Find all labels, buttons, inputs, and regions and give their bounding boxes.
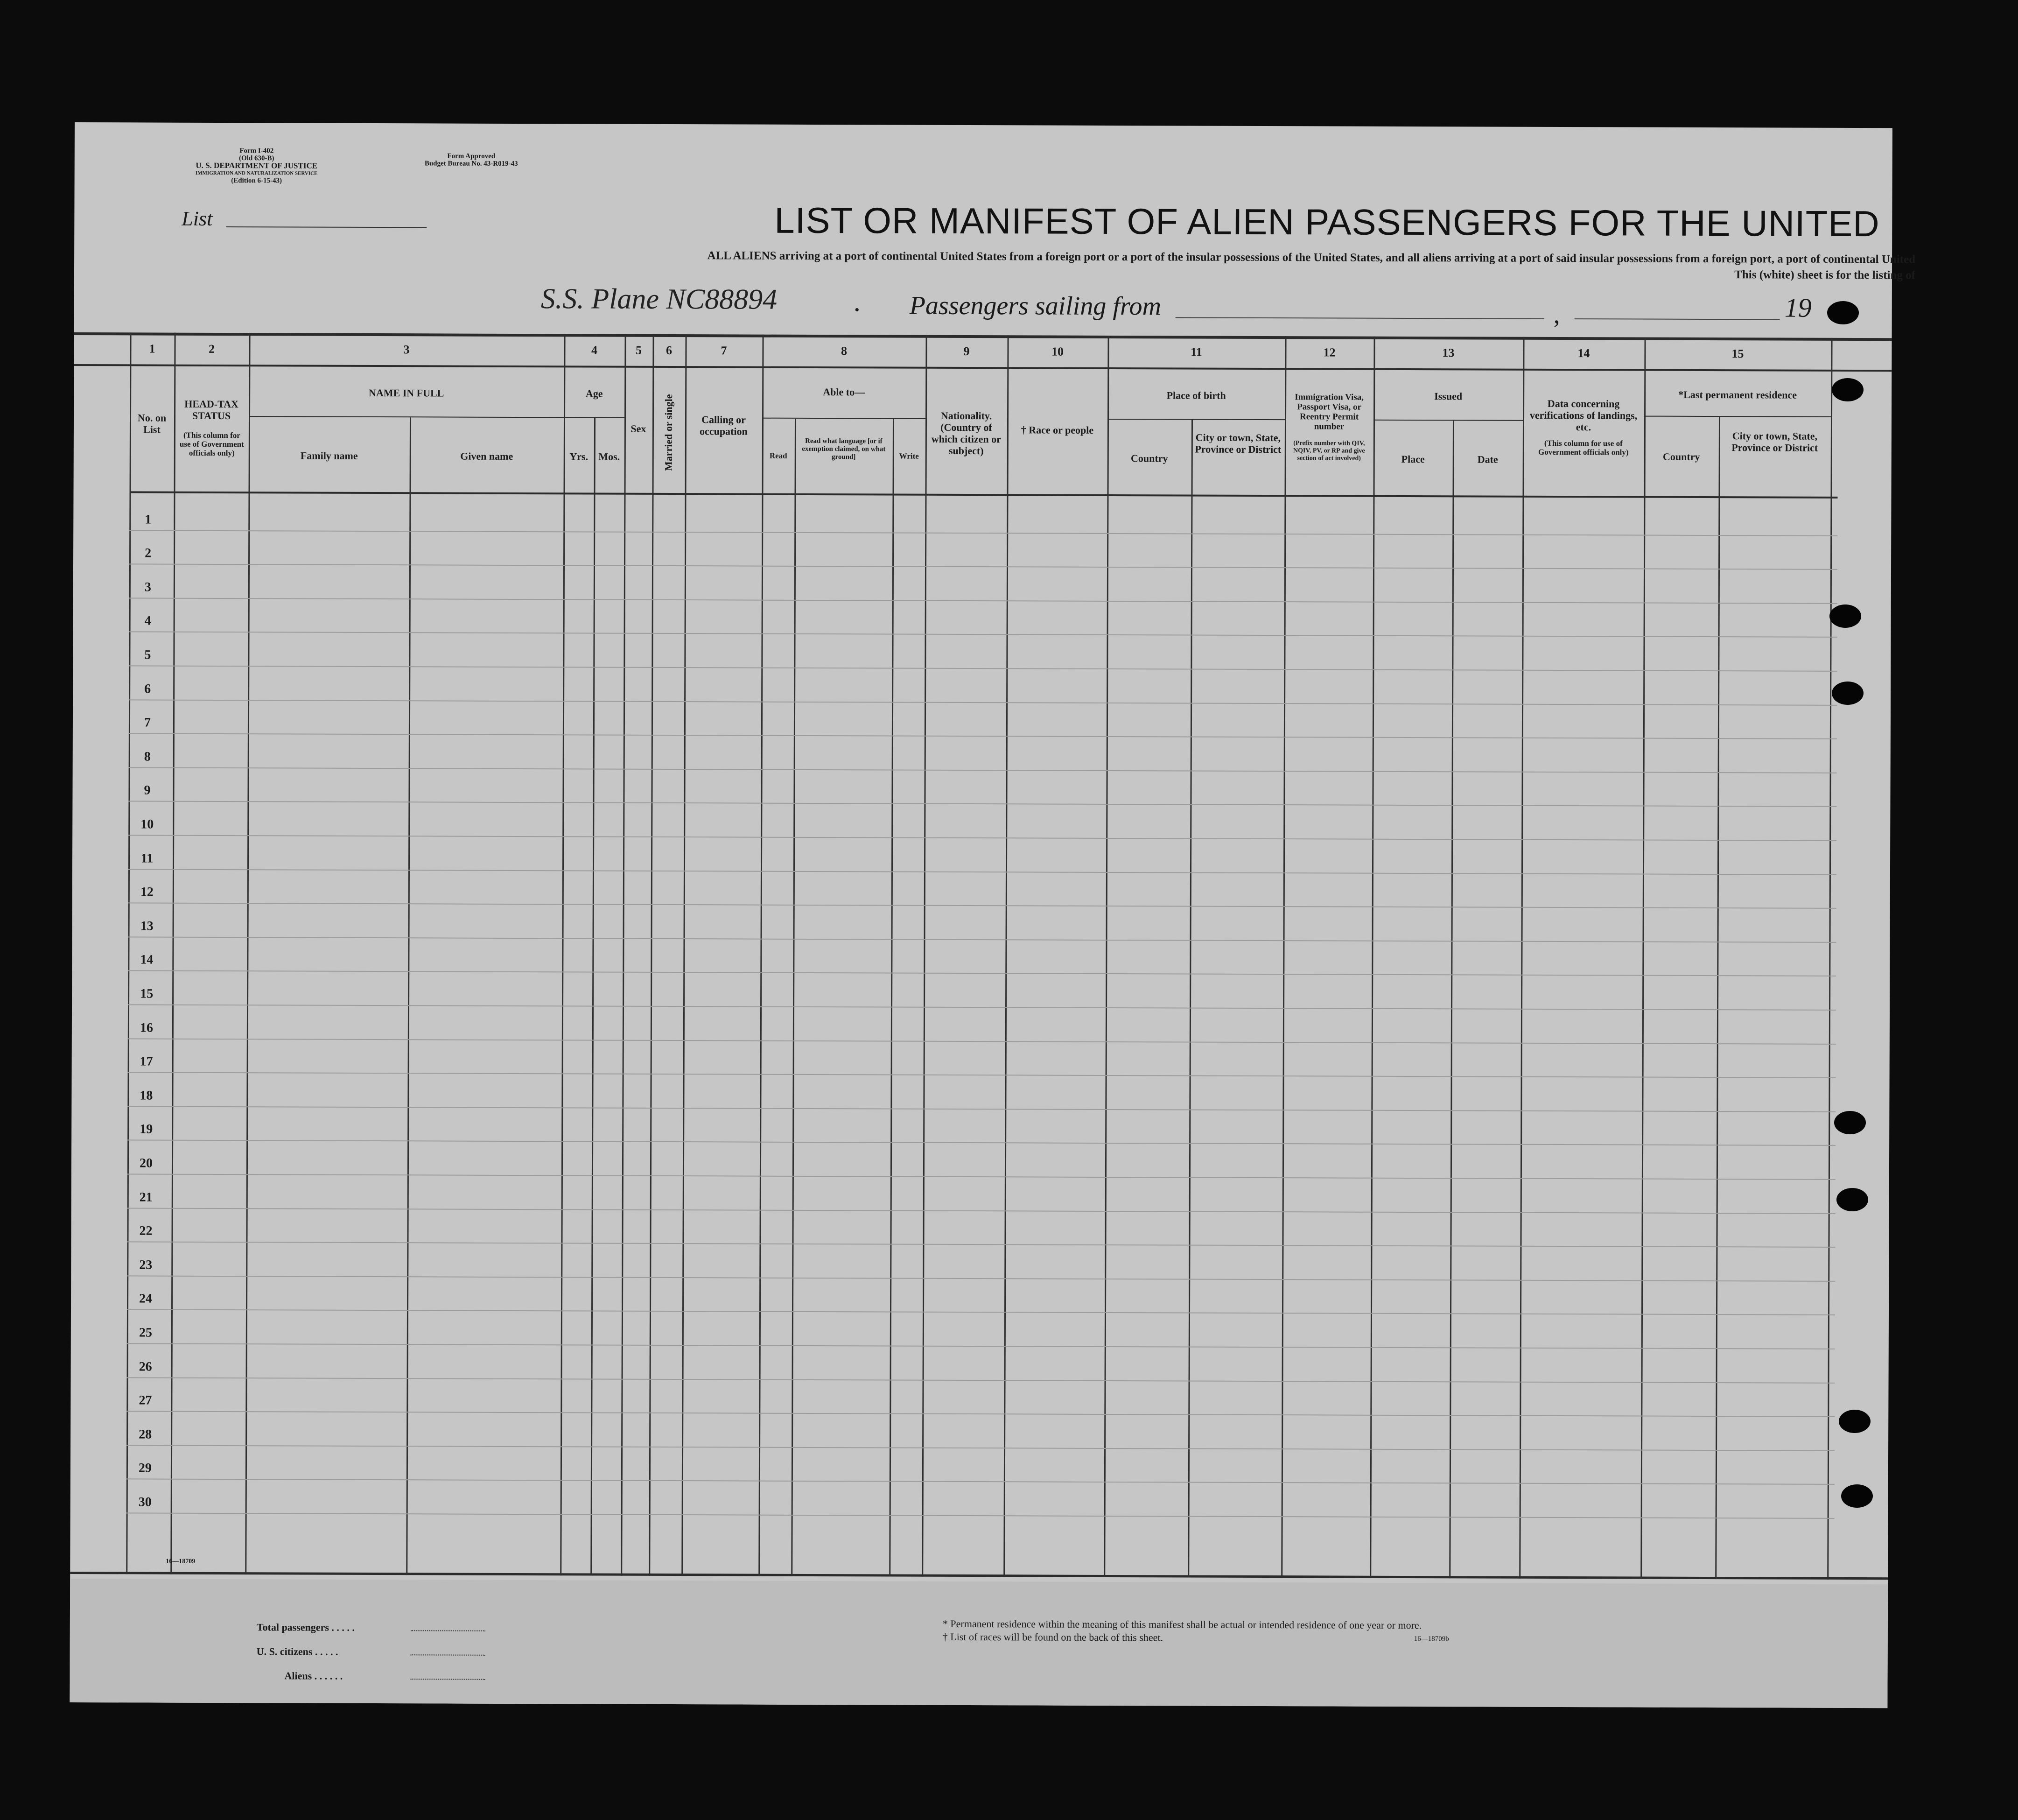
row-number: 13 [140, 919, 154, 934]
row-number: 3 [144, 580, 151, 595]
row-number: 6 [144, 682, 151, 696]
header-nationality: Nationality. (Country of which citizen or subject) [931, 409, 1001, 457]
row-number: 18 [140, 1088, 153, 1103]
footer-aliens-label: Aliens . . . . . . [284, 1670, 343, 1682]
vline-yrs [590, 418, 596, 1575]
row-number: 7 [144, 715, 151, 730]
row-number: 4 [144, 613, 151, 628]
col-num-11: 11 [1191, 345, 1202, 359]
table-row [128, 970, 1836, 976]
vline-c13 [1519, 337, 1524, 1579]
vline-c9 [1003, 335, 1009, 1577]
header-bottom-rule [130, 491, 1838, 498]
header-landings-note: (This column for use of Government officials only) [1538, 438, 1629, 457]
header-head-tax-note: (This column for use of Government officials only) [179, 430, 244, 458]
table-row [128, 902, 1836, 908]
footer-total-text: Total passengers [256, 1621, 329, 1633]
form-approved: Form Approved [447, 152, 496, 160]
vline-c6 [681, 334, 687, 1576]
footer-aliens-text: Aliens [284, 1670, 312, 1682]
punch-hole [1841, 1484, 1873, 1508]
vline-c4 [621, 334, 626, 1576]
table-row [128, 1038, 1836, 1044]
col-num-7: 7 [721, 344, 727, 358]
department: U. S. DEPARTMENT OF JUSTICE [196, 161, 318, 170]
footer-note-residence: * Permanent residence within the meaning of this manifest shall be actual or intended residence of one year or more. [942, 1617, 1422, 1631]
table-row [128, 835, 1836, 841]
punch-hole [1836, 1188, 1868, 1211]
row-number: 5 [144, 647, 151, 662]
table-row [129, 699, 1837, 705]
header-visa-note: (Prefix number with QIV, NQIV, PV, or RP and give section of act involved) [1293, 440, 1365, 462]
header-race: † Race or people [1021, 424, 1094, 436]
col-num-14: 14 [1577, 346, 1590, 360]
table-row [129, 631, 1837, 637]
vline-issued-place [1449, 421, 1454, 1578]
header-res-country: Country [1662, 450, 1700, 463]
row-number: 25 [139, 1325, 152, 1340]
table-row [129, 563, 1837, 569]
table-row [129, 665, 1837, 671]
footer-total-label: Total passengers . . . . . [256, 1621, 355, 1633]
vessel-period: . [853, 286, 861, 317]
header-sex: Sex [631, 422, 646, 435]
header-head-tax: HEAD-TAX STATUS [184, 398, 239, 422]
header-res-city: City or town, State, Province or District [1731, 430, 1818, 454]
col-num-13: 13 [1442, 346, 1455, 360]
punch-hole [1834, 1111, 1866, 1134]
year-prefix: 19 [1784, 292, 1812, 323]
form-number: Form I-402 [239, 147, 274, 155]
row-number: 16 [140, 1020, 153, 1035]
row-number: 17 [140, 1054, 153, 1069]
col-num-6: 6 [666, 343, 673, 358]
header-birth-country: Country [1130, 452, 1168, 464]
residence-subrule [1644, 416, 1831, 417]
header-issued: Issued [1434, 390, 1463, 402]
form-header-block [168, 147, 345, 185]
sailing-from-label: Passengers sailing from [909, 291, 1162, 321]
colnum-rule [74, 364, 1892, 372]
form-old-number: (Old 630-B) [239, 155, 274, 162]
table-row [129, 733, 1837, 739]
age-subrule [564, 417, 624, 418]
col-num-2: 2 [208, 342, 215, 356]
vessel-handwritten: S.S. Plane NC88894 [540, 283, 778, 316]
row-number: 11 [140, 851, 154, 866]
table-row [129, 767, 1837, 773]
table-row [127, 1208, 1836, 1214]
table-row [126, 1512, 1835, 1518]
col-num-5: 5 [635, 343, 642, 357]
table-row [128, 1072, 1836, 1078]
footer-code: 16—18709b [1414, 1635, 1449, 1643]
col-num-15: 15 [1731, 347, 1744, 361]
table-row [129, 530, 1837, 536]
approval-block [392, 152, 551, 168]
row-number: 9 [144, 783, 151, 798]
vline-readlang [889, 419, 894, 1577]
date-comma: , [1553, 300, 1560, 330]
table-row [128, 801, 1836, 807]
header-visa: Immigration Visa, Passport Visa, or Reentry Permit number [1295, 392, 1364, 432]
table-bottom-rule [70, 1572, 1888, 1580]
edition: (Edition 6-15-43) [231, 177, 282, 185]
header-issued-place: Place [1401, 453, 1425, 465]
row-number: 8 [144, 749, 151, 764]
table-row [127, 1241, 1835, 1247]
row-number: 19 [140, 1122, 153, 1137]
row-number: 21 [139, 1190, 153, 1205]
table-row [127, 1377, 1835, 1383]
table-row [129, 597, 1837, 604]
row-number: 22 [139, 1223, 153, 1238]
top-rule [74, 332, 1892, 341]
header-name-in-full: NAME IN FULL [368, 386, 444, 399]
vline-c1 [170, 333, 175, 1574]
vline-c3 [560, 334, 565, 1575]
manifest-sheet [70, 122, 1916, 1708]
sailing-port-line [1176, 317, 1544, 319]
header-calling: Calling or occupation [700, 414, 748, 437]
punch-hole [1839, 1410, 1871, 1433]
budget-number: Budget Bureau No. 43-R019-43 [424, 160, 518, 168]
header-write: Write [899, 451, 919, 461]
table-row [127, 1106, 1836, 1112]
row-number: 10 [140, 817, 154, 832]
row-number: 26 [139, 1359, 152, 1374]
col-num-1: 1 [149, 342, 155, 356]
col-num-4: 4 [591, 343, 598, 357]
sailing-date-line [1575, 318, 1780, 320]
header-birth-city: City or town, State, Province or District [1195, 431, 1282, 456]
header-age: Age [585, 387, 603, 400]
punch-hole [1832, 378, 1864, 401]
table-row [126, 1445, 1835, 1451]
vline-c15 [1827, 338, 1832, 1580]
row-number: 30 [138, 1495, 152, 1510]
manifest-title: LIST OR MANIFEST OF ALIEN PASSENGERS FOR THE UNITED [774, 199, 1880, 245]
name-subrule [249, 416, 564, 418]
vline-birth-country [1188, 420, 1193, 1578]
vline-c8 [922, 335, 927, 1577]
vline-c14 [1640, 337, 1646, 1579]
table-row [126, 1411, 1835, 1417]
header-mos: Mos. [598, 450, 620, 463]
header-last-residence: *Last permanent residence [1678, 388, 1797, 401]
header-given-name: Given name [460, 450, 513, 462]
punch-hole [1832, 682, 1864, 705]
col-num-3: 3 [403, 343, 410, 357]
table-row [127, 1174, 1836, 1180]
able-subrule [762, 418, 925, 419]
vline-c10 [1104, 336, 1109, 1577]
row-number: 14 [140, 952, 154, 967]
col-num-9: 9 [963, 344, 970, 358]
table-row [128, 936, 1836, 942]
footer-citizens-label: U. S. citizens . . . . . [256, 1645, 338, 1658]
row-number: 12 [140, 885, 154, 899]
table-row [127, 1139, 1836, 1145]
subtitle-line-1: ALL ALIENS arriving at a port of continental United States from a foreign port or a port of the insular possessions of the United States, and all aliens arriving at a port of said insular possessions from a foreign port, a port of continental United [707, 249, 1916, 266]
table-row [127, 1275, 1835, 1281]
footer-area [70, 1579, 1888, 1708]
col-num-12: 12 [1323, 345, 1336, 359]
footer-citizens-text: U. S. citizens [256, 1645, 313, 1658]
col-num-10: 10 [1051, 344, 1064, 358]
table-row [127, 1343, 1835, 1349]
punch-hole [1829, 604, 1861, 628]
list-label: List [182, 207, 213, 230]
vline-c5 [649, 334, 654, 1576]
table-row [126, 1478, 1835, 1484]
row-number: 24 [139, 1291, 153, 1306]
header-no-on-list: No. on List [137, 412, 167, 436]
header-read-language: Read what language [or if exemption claimed, on what ground] [802, 437, 886, 461]
vline-res-country [1715, 417, 1720, 1579]
vline-c2 [245, 333, 250, 1574]
vline-read [791, 419, 796, 1576]
header-landings: Data concerning verifications of landings, etc. [1529, 397, 1638, 433]
punch-hole [1827, 301, 1859, 324]
row-number: 23 [139, 1258, 153, 1272]
row-number: 29 [138, 1461, 152, 1476]
printer-mark: 16—18709 [166, 1558, 196, 1565]
vline-family [406, 417, 411, 1575]
header-family-name: Family name [300, 450, 358, 462]
subtitle-line-2: This (white) sheet is for the listing of [1734, 268, 1916, 282]
row-number: 15 [140, 986, 154, 1001]
header-married: Married or single [662, 394, 675, 471]
footer-note-races: † List of races will be found on the back of this sheet. [942, 1630, 1163, 1644]
vline-c12 [1370, 337, 1375, 1578]
row-number: 1 [145, 512, 152, 527]
row-number: 20 [139, 1156, 153, 1171]
table-row [127, 1309, 1835, 1315]
header-yrs: Yrs. [569, 450, 589, 463]
row-number: 2 [145, 546, 152, 561]
vline-c11 [1281, 336, 1286, 1578]
table-row [128, 1004, 1836, 1010]
row-number: 27 [139, 1393, 152, 1408]
header-able-to: Able to— [823, 386, 865, 398]
row-number: 28 [139, 1427, 152, 1442]
list-number-line [226, 226, 427, 228]
header-read: Read [769, 451, 787, 460]
birth-subrule [1107, 419, 1285, 420]
header-issued-date: Date [1477, 453, 1498, 465]
header-place-of-birth: Place of birth [1166, 389, 1226, 401]
issued-subrule [1373, 420, 1523, 421]
col-num-8: 8 [841, 344, 848, 358]
service: IMMIGRATION AND NATURALIZATION SERVICE [195, 170, 318, 176]
vline-c7 [758, 335, 764, 1576]
table-row [128, 869, 1836, 875]
